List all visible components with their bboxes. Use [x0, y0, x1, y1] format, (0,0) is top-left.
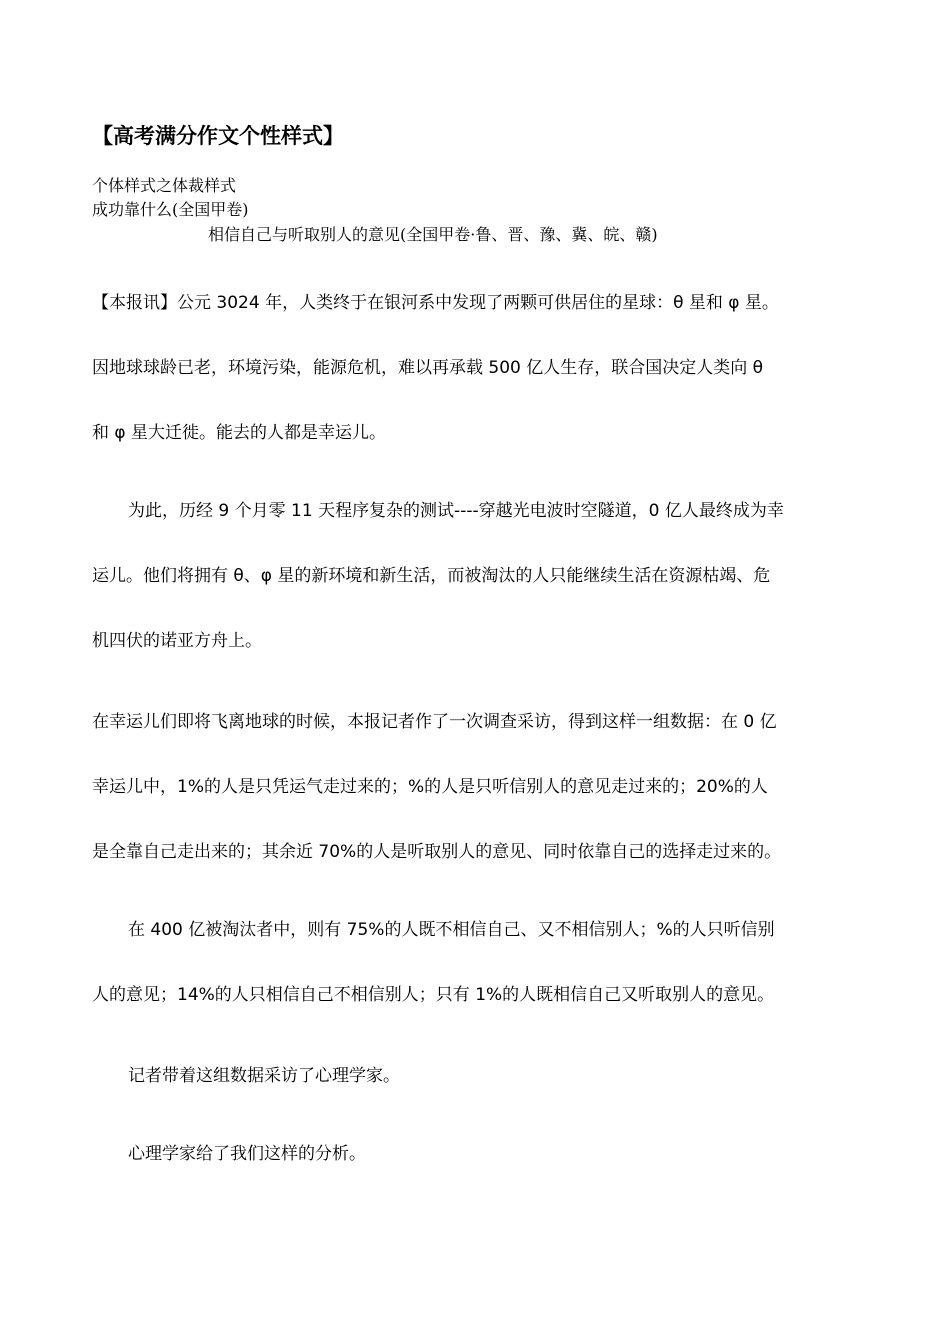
document-title: 【高考满分作文个性样式】	[92, 124, 344, 148]
paragraph-4-line-1: 在 400 亿被淘汰者中，则有 75%的人既不相信自己、又不相信别人；%的人只听信别	[128, 920, 775, 940]
essay-prompt-line: 成功靠什么(全国甲卷)	[92, 200, 249, 219]
paragraph-6: 心理学家给了我们这样的分析。	[128, 1144, 366, 1164]
essay-title-line: 相信自己与听取别人的意见(全国甲卷·鲁、晋、豫、冀、皖、赣)	[208, 225, 658, 244]
paragraph-3-line-3: 是全靠自己走出来的；其余近 70%的人是听取别人的意见、同时依靠自己的选择走过来的。	[92, 842, 782, 862]
paragraph-4-line-2: 人的意见；14%的人只相信自己不相信别人；只有 1%的人既相信自己又听取别人的意见。	[92, 985, 775, 1005]
paragraph-2-line-3: 机四伏的诺亚方舟上。	[92, 631, 262, 651]
paragraph-3-line-2: 幸运儿中，1%的人是只凭运气走过来的；%的人是只听信别人的意见走过来的；20%的人	[92, 777, 768, 797]
paragraph-2-line-2: 运儿。他们将拥有 θ、φ 星的新环境和新生活，而被淘汰的人只能继续生活在资源枯竭、危	[92, 566, 771, 586]
paragraph-1-line-1: 【本报讯】公元 3024 年，人类终于在银河系中发现了两颗可供居住的星球：θ 星和 φ 星。	[92, 293, 779, 313]
style-category-line: 个体样式之体裁样式	[92, 176, 237, 195]
paragraph-3-line-1: 在幸运儿们即将飞离地球的时候，本报记者作了一次调查采访，得到这样一组数据：在 0 亿	[92, 712, 777, 732]
paragraph-5: 记者带着这组数据采访了心理学家。	[128, 1066, 400, 1086]
paragraph-1-line-2: 因地球球龄已老，环境污染，能源危机，难以再承载 500 亿人生存，联合国决定人类向 θ	[92, 358, 764, 378]
paragraph-1-line-3: 和 φ 星大迁徙。能去的人都是幸运儿。	[92, 423, 387, 443]
paragraph-2-line-1: 为此，历经 9 个月零 11 天程序复杂的测试----穿越光电波时空隧道，0 亿人最终成为幸	[128, 501, 784, 521]
